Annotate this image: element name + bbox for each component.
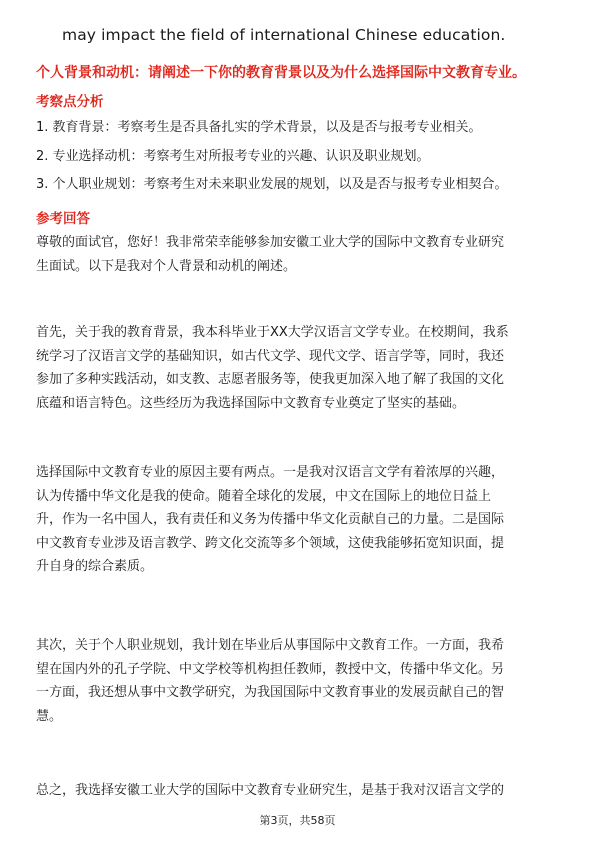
analysis-item: 1. 教育背景：考察考生是否具备扎实的学术背景，以及是否与报考专业相关。 xyxy=(36,120,482,135)
analysis-item: 2. 专业选择动机：考察考生对所报考专业的兴趣、认识及职业规划。 xyxy=(36,149,430,164)
paragraph-line: 望在国内外的孔子学院、中文学校等机构担任教师，教授中文，传播中华文化。另 xyxy=(36,661,505,677)
answer-paragraph xyxy=(36,634,566,728)
answer-paragraph xyxy=(36,321,566,415)
answer-paragraph xyxy=(36,231,566,278)
analysis-heading: 考察点分析 xyxy=(36,94,104,110)
question-heading: 个人背景和动机：请阐述一下你的教育背景以及为什么选择国际中文教育专业。 xyxy=(36,65,526,81)
paragraph-line: 首先，关于我的教育背景，我本科毕业于XX大学汉语言文学专业。在校期间，我系 xyxy=(36,325,509,340)
analysis-item: 3. 个人职业规划：考察考生对未来职业发展的规划，以及是否与报考专业相契合。 xyxy=(36,177,508,192)
paragraph-line: 升，作为一名中国人，我有责任和义务为传播中华文化贡献自己的力量。二是国际 xyxy=(36,512,505,527)
paragraph-line: 中文教育专业涉及语言教学、跨文化交流等多个领域，这使我能够拓宽知识面，提 xyxy=(36,535,505,551)
paragraph-line: 一方面，我还想从事中文教学研究，为我国国际中文教育事业的发展贡献自己的智 xyxy=(36,685,505,700)
paragraph-line: 底蕴和语言特色。这些经历为我选择国际中文教育专业奠定了坚实的基础。 xyxy=(36,395,466,411)
paragraph-line: 慧。 xyxy=(36,708,63,724)
paragraph-line: 生面试。以下是我对个人背景和动机的阐述。 xyxy=(36,258,297,274)
paragraph-line: 参加了多种实践活动，如支教、志愿者服务等，使我更加深入地了解了我国的文化 xyxy=(36,372,505,387)
answer-paragraph xyxy=(36,779,566,803)
answer-paragraph xyxy=(36,461,566,579)
paragraph-line: 升自身的综合素质。 xyxy=(36,559,154,574)
paragraph-line: 总之，我选择安徽工业大学的国际中文教育专业研究生，是基于我对汉语言文学的 xyxy=(36,783,505,798)
lead-line: may impact the field of international Chinese education. xyxy=(62,26,506,44)
answer-heading: 参考回答 xyxy=(36,211,90,227)
paragraph-line: 选择国际中文教育专业的原因主要有两点。一是我对汉语言文学有着浓厚的兴趣， xyxy=(36,465,505,480)
paragraph-line: 尊敬的面试官，您好！我非常荣幸能够参加安徽工业大学的国际中文教育专业研究 xyxy=(36,235,505,250)
page-number: 第3页，共58页 xyxy=(259,814,336,827)
paragraph-line: 其次，关于个人职业规划，我计划在毕业后从事国际中文教育工作。一方面，我希 xyxy=(36,638,505,653)
paragraph-line: 认为传播中华文化是我的使命。随着全球化的发展，中文在国际上的地位日益上 xyxy=(36,488,492,504)
paragraph-line: 统学习了汉语言文学的基础知识，如古代文学、现代文学、语言学等，同时，我还 xyxy=(36,348,505,364)
